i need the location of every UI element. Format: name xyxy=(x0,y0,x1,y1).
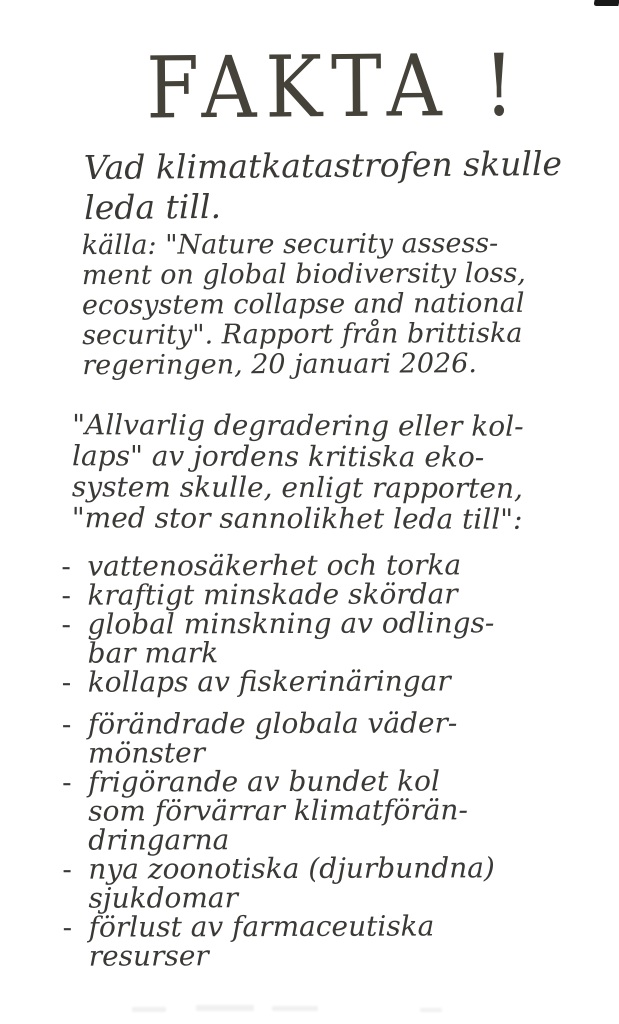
list-item-continuation: mönster xyxy=(87,736,206,770)
source-line: källa: "Nature security assess- xyxy=(81,227,499,262)
list-item-continuation: sjukdomar xyxy=(88,881,239,915)
faint-ghost-mark xyxy=(420,1008,442,1012)
bullet-dash: - xyxy=(61,578,71,612)
bullet-dash: - xyxy=(61,707,72,741)
list-item-text: förändrade globala väder- xyxy=(87,706,458,741)
list-item-text: global minskning av odlings- xyxy=(87,606,495,641)
list-item-continuation: bar mark xyxy=(87,636,219,670)
source-paragraph xyxy=(82,229,527,381)
bullet-dash: - xyxy=(61,549,71,583)
list-item-continuation: resurser xyxy=(88,939,209,973)
list-item xyxy=(62,666,495,697)
list-item-text: kollaps av fiskerinäringar xyxy=(87,664,451,699)
faint-ghost-mark xyxy=(132,1007,166,1012)
subtitle-line: leda till. xyxy=(84,186,222,228)
list-item-continuation: dringarna xyxy=(88,823,230,857)
quote-line: system skulle, enligt rapporten, xyxy=(71,470,524,505)
faint-ghost-mark xyxy=(196,1005,254,1011)
list-item xyxy=(62,708,495,739)
subtitle-line: Vad klimatkatastrofen skulle xyxy=(83,143,563,188)
list-item-continuation: som förvärrar klimatförän- xyxy=(88,793,468,828)
scan-corner-smudge-mark xyxy=(593,0,619,6)
quote-line: "med stor sannolikhet leda till": xyxy=(71,501,523,536)
bullet-dash: - xyxy=(62,765,72,799)
source-line: ecosystem collapse and national xyxy=(81,287,525,322)
list-item-text: nya zoonotiska (djurbundna) xyxy=(88,851,495,886)
quote-line: "Allvarlig degradering eller kol- xyxy=(72,408,524,443)
quote-line: laps" av jordens kritiska eko- xyxy=(71,439,485,474)
quote-paragraph xyxy=(72,409,524,535)
subtitle xyxy=(84,144,563,228)
list-item-text: vattenosäkerhet och torka xyxy=(87,548,462,583)
bullet-dash: - xyxy=(62,852,72,886)
list-item xyxy=(61,608,494,639)
list-item xyxy=(61,550,494,581)
list-item xyxy=(61,579,494,610)
bullet-dash: - xyxy=(61,607,72,641)
page-title: FAKTA ! xyxy=(146,35,524,138)
list-item-text: kraftigt minskade skördar xyxy=(87,577,458,612)
list-item-text: frigörande av bundet kol xyxy=(88,764,440,799)
list-item-text: förlust av farmaceutiska xyxy=(88,909,435,944)
faint-ghost-mark xyxy=(272,1006,318,1011)
bullet-dash: - xyxy=(62,910,73,944)
bullet-list xyxy=(61,550,495,971)
bullet-dash: - xyxy=(61,665,72,699)
source-line: security". Rapport från brittiska xyxy=(82,317,523,352)
source-line: ment on global biodiversity loss, xyxy=(81,257,526,292)
list-item xyxy=(63,911,496,942)
source-line: regeringen, 20 januari 2026. xyxy=(82,348,477,382)
list-item xyxy=(62,853,495,884)
list-item xyxy=(62,766,495,797)
